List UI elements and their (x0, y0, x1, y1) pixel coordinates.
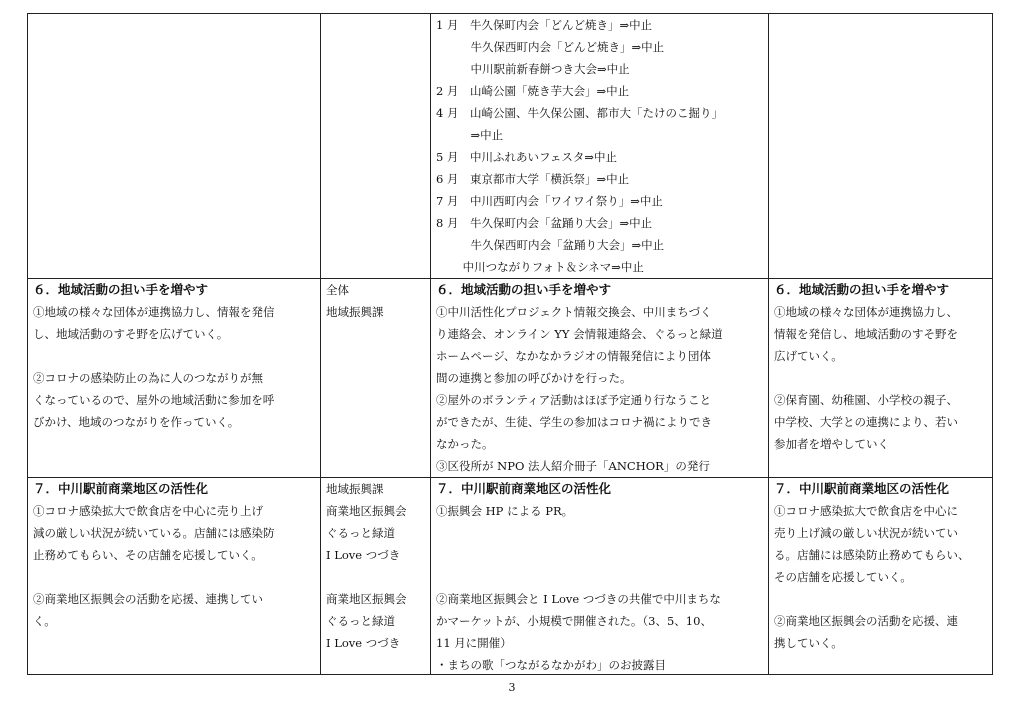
section7-owner-line (326, 566, 407, 588)
section6-goal-line: びかけ、地域のつながりを作っていく。 (33, 415, 240, 429)
section6-result-line: ③区役所が NPO 法人紹介冊子「ANCHOR」の発行 (436, 459, 710, 473)
event-line: 7 月 中川西町内会「ワイワイ祭り」⇒中止 (436, 194, 663, 208)
section7-owner-line: 商業地区振興会 (326, 504, 407, 518)
event-line: 牛久保西町内会「どんど焼き」⇒中止 (436, 40, 665, 54)
section7-result-line (436, 522, 721, 544)
section6-plan-line: 情報を発信し、地域活動のすそ野を (774, 327, 958, 341)
section7-owner-line: 地域振興課 (326, 482, 384, 496)
section6-result-line: り連絡会、オンライン YY 会情報連絡会、ぐるっと緑道 (436, 327, 723, 341)
column-divider (430, 14, 431, 674)
section7-goal-line: 減の厳しい状況が続いている。店舗には感染防 (33, 526, 275, 540)
event-line: 牛久保西町内会「盆踊り大会」⇒中止 (436, 238, 665, 252)
section7-result-line (436, 566, 721, 588)
section7-result-line: 11 月に開催） (436, 636, 512, 650)
section7-owner-line: ぐるっと緑道 (326, 526, 395, 540)
section7-owner-line: I Love つづき (326, 636, 401, 650)
section6-owner-line: 全体 (326, 283, 349, 297)
section6-goal-line: くなっているので、屋外の地域活動に参加を呼 (33, 393, 275, 407)
section7-plan-line: ①コロナ感染拡大で飲食店を中心に (774, 504, 958, 518)
column-divider (320, 14, 321, 674)
section7-plan-line (774, 588, 970, 610)
section6-plan-line: ①地域の様々な団体が連携協力し、 (774, 305, 958, 319)
section7-goal-line (33, 566, 275, 588)
section7-result-line: ①振興会 HP による PR。 (436, 504, 574, 518)
section7-plan-line: 売り上げ減の厳しい状況が続いてい (774, 526, 958, 540)
section6-result-title: ６．地域活動の担い手を増やす (436, 282, 612, 297)
section6-result-line: ②屋外のボランティア活動はほぼ予定通り行なうこと (436, 393, 712, 407)
section6-owner-cell (326, 279, 384, 323)
event-line: 5 月 中川ふれあいフェスタ⇒中止 (436, 150, 618, 164)
section7-owner-line: 商業地区振興会 (326, 592, 407, 606)
page-number: 3 (508, 681, 516, 694)
event-line: 中川つながりフォト＆シネマ⇒中止 (436, 260, 644, 274)
section7-result-line: ・まちの歌「つながるなかがわ」のお披露目 (436, 658, 666, 672)
section7-goal-line: ①コロナ感染拡大で飲食店を中心に売り上げ (33, 504, 263, 518)
event-line: 1 月 牛久保町内会「どんど焼き」⇒中止 (436, 18, 653, 32)
section6-result-cell (436, 279, 723, 477)
section7-plan-line: 携していく。 (774, 636, 843, 650)
plan-table (27, 13, 993, 675)
section6-result-line: ホームページ、なかなかラジオの情報発信により団体 (436, 349, 711, 363)
section6-owner-line: 地域振興課 (326, 305, 384, 319)
event-line: 6 月 東京都市大学「横浜祭」⇒中止 (436, 172, 630, 186)
column-divider (768, 14, 769, 674)
event-line: 8 月 牛久保町内会「盆踊り大会」⇒中止 (436, 216, 653, 230)
event-line: 中川駅前新春餅つき大会⇒中止 (436, 62, 630, 76)
section7-plan-line: る。店舗には感染防止務めてもらい、 (774, 548, 970, 562)
section6-goal-title: ６．地域活動の担い手を増やす (33, 282, 209, 297)
section7-goal-line: く。 (33, 614, 56, 628)
section6-plan-line: 参加者を増やしていく (774, 437, 889, 451)
section7-owner-line: ぐるっと緑道 (326, 614, 395, 628)
section7-goal-cell (33, 478, 275, 632)
section6-result-line: ができたが、生徒、学生の参加はコロナ禍によりでき (436, 415, 712, 429)
section7-goal-title: ７．中川駅前商業地区の活性化 (33, 481, 209, 496)
section7-owner-line: I Love つづき (326, 548, 401, 562)
section6-goal-cell (33, 279, 275, 433)
section7-plan-cell (774, 478, 970, 654)
section7-plan-line: ②商業地区振興会の活動を応援、連 (774, 614, 958, 628)
section7-goal-line: 止務めてもらい、その店舗を応援していく。 (33, 548, 263, 562)
section7-result-cell (436, 478, 721, 676)
section6-goal-line: し、地域活動のすそ野を広げていく。 (33, 327, 229, 341)
section6-plan-line: 広げていく。 (774, 349, 843, 363)
section6-result-line: 間の連携と参加の呼びかけを行った。 (436, 371, 632, 385)
section7-plan-title: ７．中川駅前商業地区の活性化 (774, 481, 950, 496)
section7-result-title: ７．中川駅前商業地区の活性化 (436, 481, 612, 496)
section7-plan-line: その店舗を応援していく。 (774, 570, 912, 584)
section7-result-line: ②商業地区振興会と I Love つづきの共催で中川まちな (436, 592, 721, 606)
section6-plan-line: ②保育園、幼稚園、小学校の親子、 (774, 393, 958, 407)
event-line: ⇒中止 (436, 128, 504, 142)
section7-result-line: かマーケットが、小規模で開催された。（3、5、10、 (436, 614, 712, 628)
section6-result-line: なかった。 (436, 437, 494, 451)
section7-goal-line: ②商業地区振興会の活動を応援、連携してい (33, 592, 263, 606)
section6-plan-cell (774, 279, 958, 455)
events-cell (436, 14, 723, 278)
event-line: 2 月 山崎公園「焼き芋大会」⇒中止 (436, 84, 630, 98)
section6-result-line: ①中川活性化プロジェクト情報交換会、中川まちづく (436, 305, 712, 319)
section7-owner-cell (326, 478, 407, 654)
section6-goal-line: ②コロナの感染防止の為に人のつながりが無 (33, 371, 263, 385)
section7-result-line (436, 544, 721, 566)
section6-goal-line (33, 345, 275, 367)
event-line: 4 月 山崎公園、牛久保公園、都市大「たけのこ掘り」 (436, 106, 723, 120)
section6-plan-title: ６．地域活動の担い手を増やす (774, 282, 950, 297)
section6-goal-line: ①地域の様々な団体が連携協力し、情報を発信 (33, 305, 275, 319)
section6-plan-line (774, 367, 958, 389)
section6-plan-line: 中学校、大学との連携により、若い (774, 415, 958, 429)
